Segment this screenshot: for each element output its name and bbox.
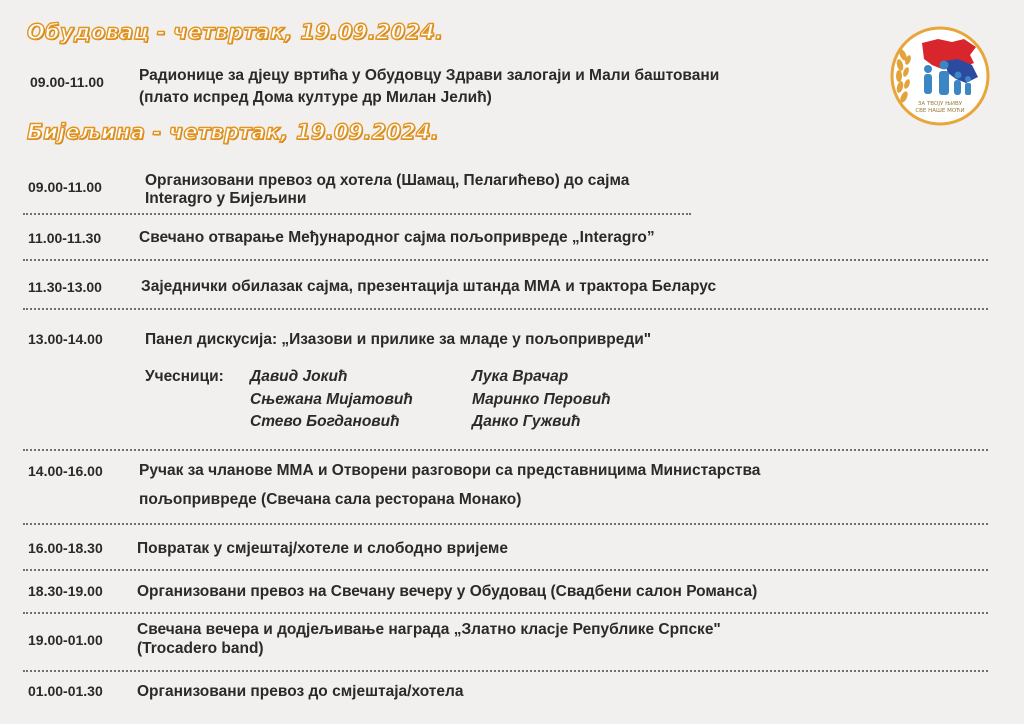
participant-name: Маринко Перовић [472, 391, 611, 408]
participant-name: Лука Врачар [472, 368, 569, 385]
participants-label: Учесници: [145, 368, 224, 385]
participant-name: Стево Богдановић [250, 413, 400, 430]
bijeljina-item-time: 14.00-16.00 [28, 463, 103, 479]
bijeljina-item-time: 01.00-01.30 [28, 683, 103, 699]
divider [23, 569, 988, 571]
participant-name: Давид Јокић [250, 368, 348, 385]
divider [23, 523, 988, 525]
bijeljina-item-time: 19.00-01.00 [28, 632, 103, 648]
bijeljina-item-desc-line2: (Trocadero band) [137, 640, 264, 657]
bijeljina-item-desc-line1: Панел дискусија: „Изазови и прилике за младе у пољопривреди" [145, 331, 652, 348]
bijeljina-item-desc-line1: Организовани превоз на Свечану вечеру у Обудовац (Свадбени салон Романса) [137, 583, 758, 600]
bijeljina-item-desc-line2: пољопривреде (Свечана сала ресторана Монако) [139, 491, 522, 508]
divider [23, 213, 691, 215]
bijeljina-item-desc-line1: Заједнички обилазак сајма, презентација штанда ММА и трактора Беларус [141, 278, 717, 295]
bijeljina-heading: Бијељина - четвртак, 19.09.2024. [27, 120, 439, 144]
participant-name: Данко Гужвић [472, 413, 581, 430]
obudovac-heading: Обудовац - четвртак, 19.09.2024. [27, 20, 444, 44]
bijeljina-item-desc-line1: Организовани превоз до смјештаја/хотела [137, 683, 464, 700]
bijeljina-item-desc-line1: Свечана вечера и додјељивање награда „Златно класје Републике Српске" [137, 621, 721, 638]
logo-text-line1: ЗА ТВОЈУ ЊИВУ [917, 101, 963, 107]
participant-name: Сњежана Мијатовић [250, 391, 413, 408]
bijeljina-item-time: 13.00-14.00 [28, 331, 103, 347]
bijeljina-item-time: 11.00-11.30 [28, 230, 102, 246]
bijeljina-item-time: 18.30-19.00 [28, 583, 103, 599]
bijeljina-item-time: 11.30-13.00 [28, 279, 102, 295]
obudovac-item-time: 09.00-11.00 [30, 74, 104, 90]
bijeljina-item-desc-line1: Свечано отварање Међународног сајма пољопривреде „Interagro” [139, 229, 655, 246]
obudovac-item-desc-line2: (плато испред Дома културе др Милан Јелић) [139, 89, 492, 106]
divider [23, 259, 988, 261]
divider [23, 308, 988, 310]
bijeljina-item-time: 16.00-18.30 [28, 540, 103, 556]
divider [23, 670, 988, 672]
bijeljina-item-desc-line2: Interagro у Бијељини [145, 190, 307, 207]
logo-text-line2: СВЕ НАШЕ МОЋИ [915, 108, 965, 114]
divider [23, 612, 988, 614]
divider [23, 449, 988, 451]
obudovac-item-desc-line1: Радионице за дјецу вртића у Обудовцу Здрави залогаји и Мали баштовани [139, 67, 720, 84]
bijeljina-item-time: 09.00-11.00 [28, 179, 102, 195]
association-logo-icon [886, 25, 994, 127]
bijeljina-item-desc-line1: Организовани превоз од хотела (Шамац, Пелагићево) до сајма [145, 172, 630, 189]
bijeljina-item-desc-line1: Повратак у смјештај/хотеле и слободно вријеме [137, 540, 508, 557]
bijeljina-item-desc-line1: Ручак за чланове ММА и Отворени разговори са представницима Министарства [139, 462, 761, 479]
